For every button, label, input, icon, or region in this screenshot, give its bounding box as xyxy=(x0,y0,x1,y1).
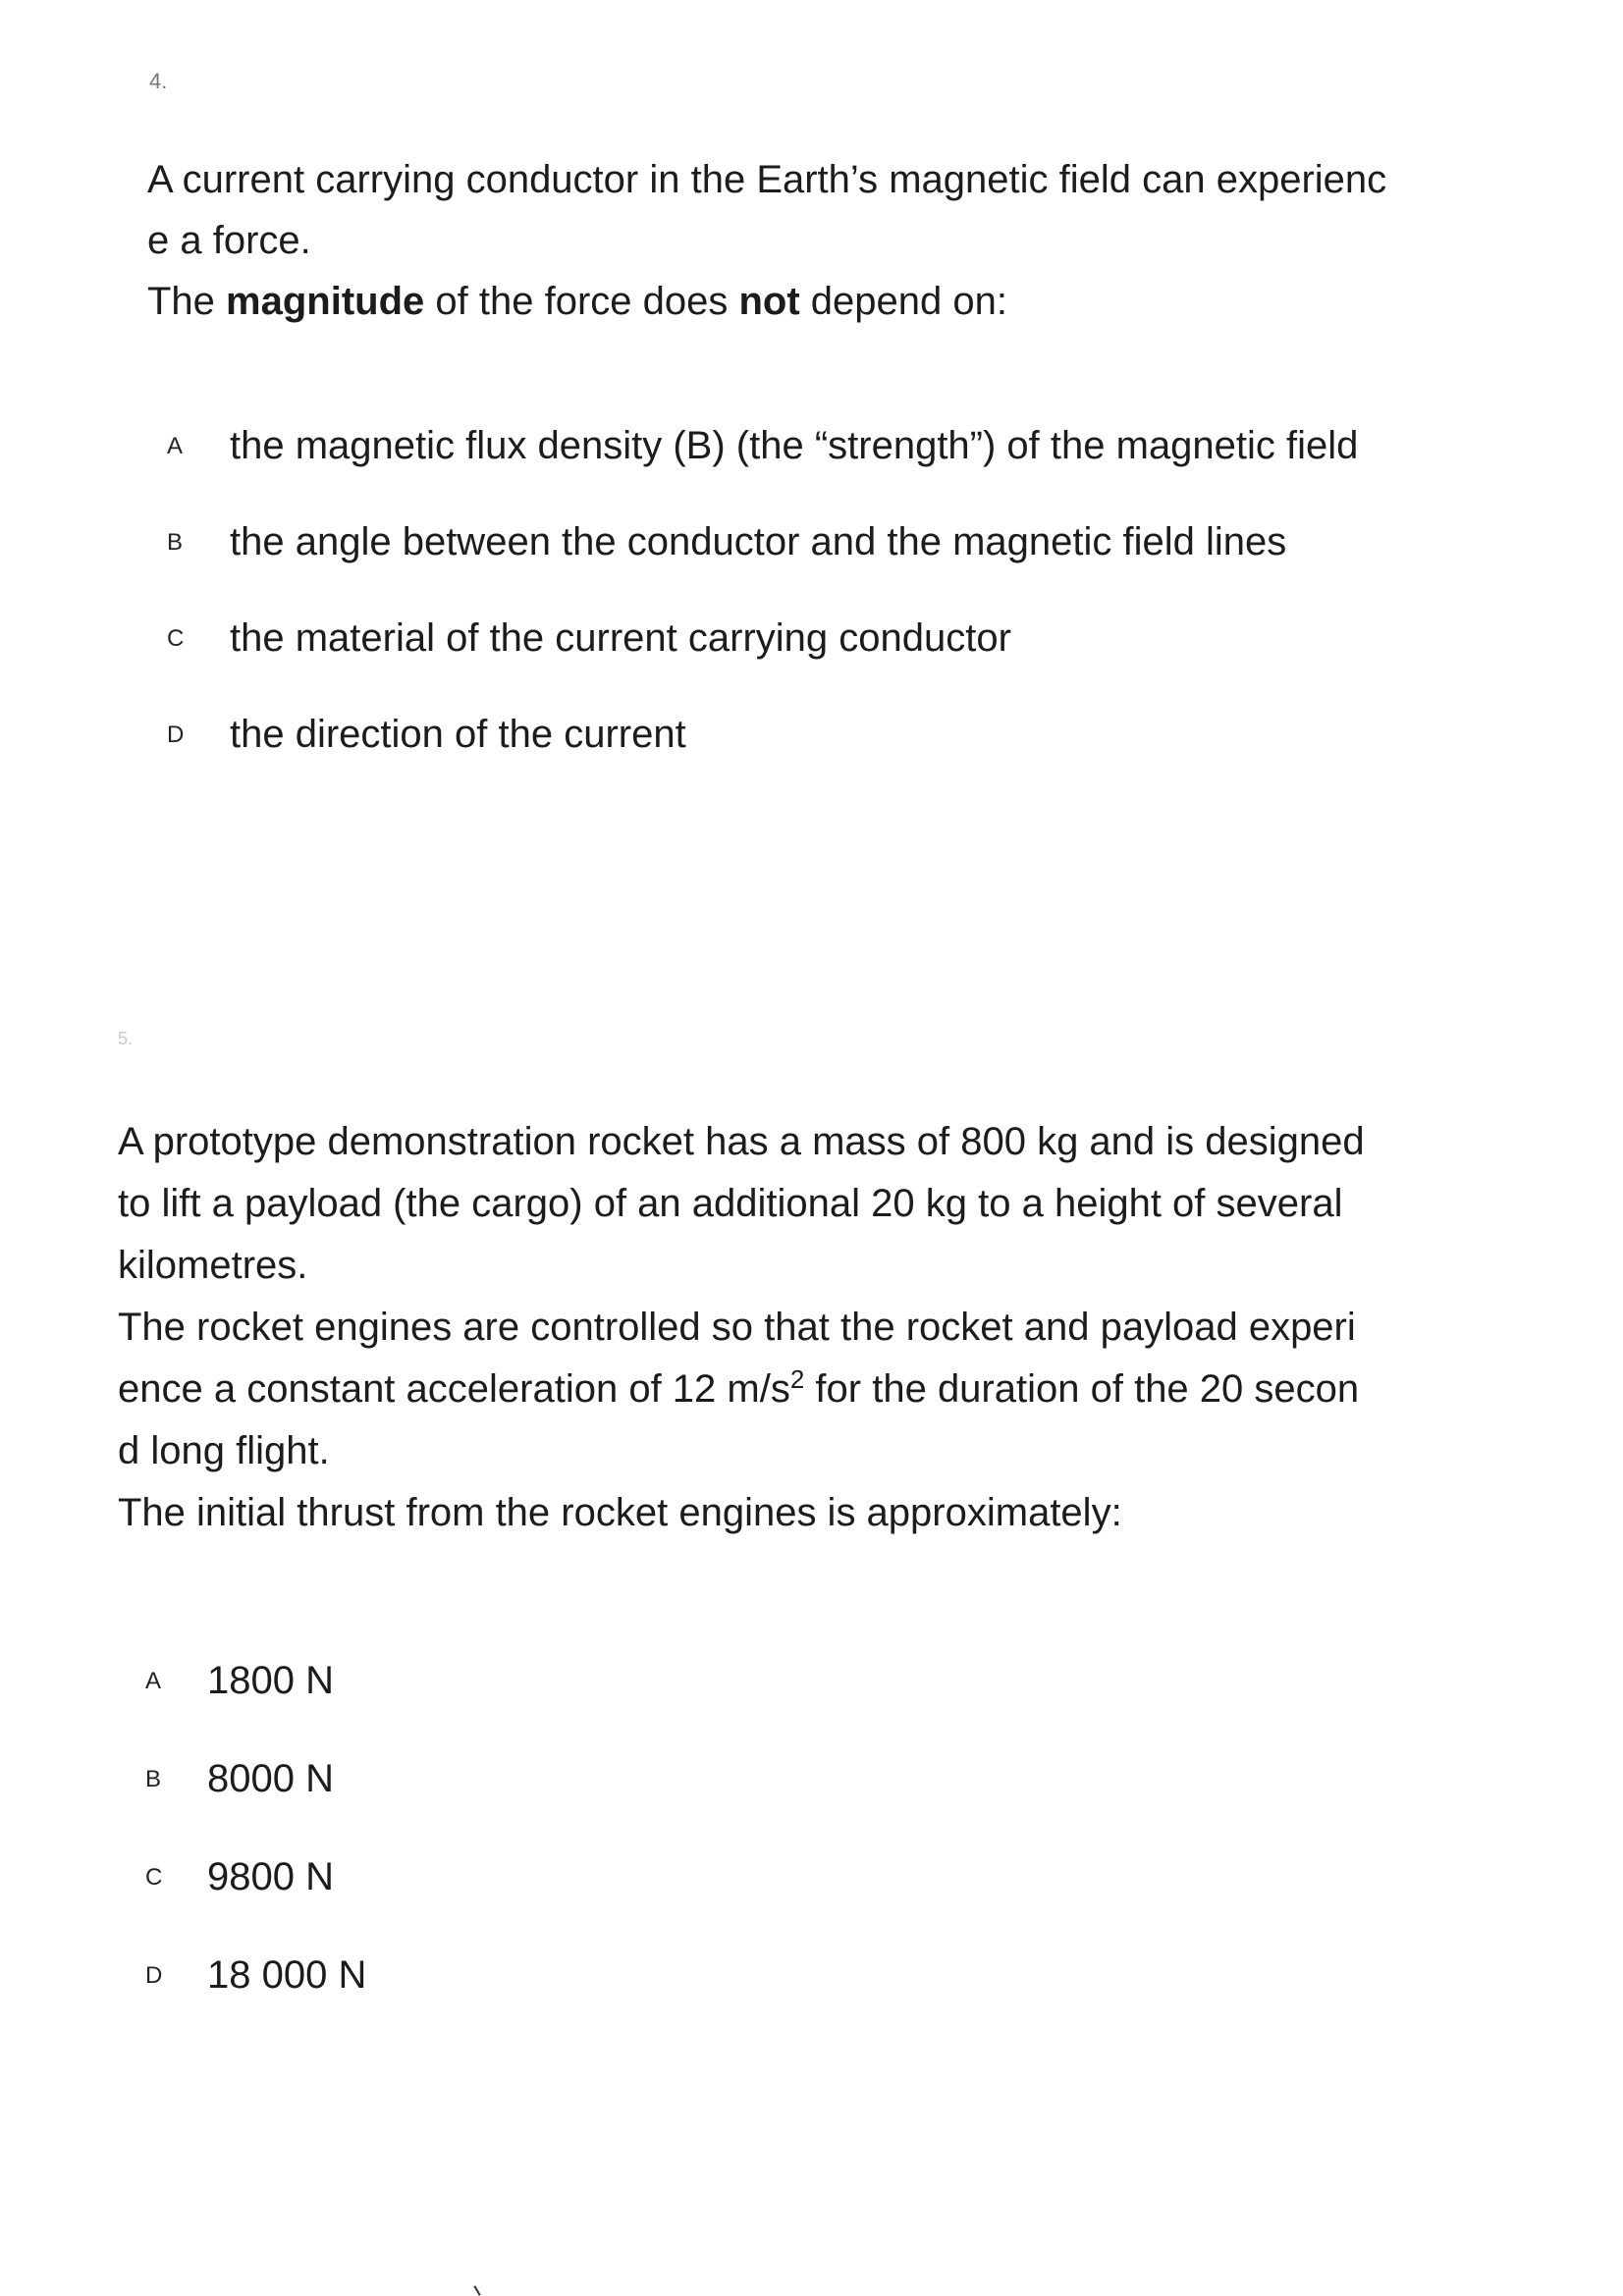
stem-line: The initial thrust from the rocket engines is approximately: xyxy=(118,1491,1122,1534)
stem-line: kilometres. xyxy=(118,1244,308,1287)
question-stem xyxy=(147,149,1386,332)
stem-line xyxy=(147,271,1386,332)
option-text: the angle between the conductor and the magnetic field lines xyxy=(230,520,1287,563)
question-number: 4. xyxy=(149,69,168,93)
option-text: the direction of the current xyxy=(230,713,686,756)
option-letter: A xyxy=(145,1667,162,1694)
option-text: 18 000 N xyxy=(207,1953,367,1997)
answer-option[interactable] xyxy=(145,1659,366,1757)
stem-text: The xyxy=(147,280,227,323)
answer-option[interactable] xyxy=(145,1855,366,1953)
stem-line: to lift a payload (the cargo) of an additional 20 kg to a height of several xyxy=(118,1182,1343,1225)
answer-option[interactable] xyxy=(167,520,1358,616)
answer-option[interactable] xyxy=(167,713,1358,809)
option-letter: C xyxy=(167,624,185,652)
option-letter: C xyxy=(145,1863,163,1891)
stem-line: The rocket engines are controlled so that the rocket and payload experi xyxy=(118,1306,1356,1349)
answer-option[interactable] xyxy=(145,1757,366,1855)
option-text: the magnetic flux density (B) (the “strength”) of the magnetic field xyxy=(230,424,1359,467)
stem-text: of the force does xyxy=(424,280,739,323)
stem-line: A prototype demonstration rocket has a mass of 800 kg and is designed xyxy=(118,1120,1365,1163)
option-letter: B xyxy=(145,1765,162,1792)
emphasis-magnitude: magnitude xyxy=(226,280,425,323)
answer-option[interactable] xyxy=(167,424,1358,520)
option-letter: A xyxy=(167,432,184,459)
question-number: 5. xyxy=(118,1029,134,1048)
option-letter: D xyxy=(167,721,185,748)
emphasis-not: not xyxy=(738,280,800,323)
option-text: 9800 N xyxy=(207,1855,334,1898)
answer-options xyxy=(167,424,1358,809)
stem-line xyxy=(118,1359,1365,1420)
option-text: the material of the current carrying conductor xyxy=(230,616,1011,660)
stem-text: for the duration of the 20 secon xyxy=(804,1367,1360,1411)
stray-pen-mark xyxy=(473,2285,480,2296)
exponent: 2 xyxy=(789,1364,805,1394)
option-text: 1800 N xyxy=(207,1659,334,1702)
stem-text: ence a constant acceleration of 12 m/s xyxy=(118,1367,790,1411)
stem-line: d long flight. xyxy=(118,1429,330,1472)
stem-text: depend on: xyxy=(799,280,1007,323)
option-text: 8000 N xyxy=(207,1757,334,1800)
option-letter: B xyxy=(167,528,184,556)
answer-options xyxy=(145,1659,366,2052)
question-stem xyxy=(118,1111,1365,1544)
answer-option[interactable] xyxy=(167,616,1358,713)
stem-line: e a force. xyxy=(147,219,311,262)
stem-line: A current carrying conductor in the Earth’s magnetic field can experienc xyxy=(147,158,1387,201)
answer-option[interactable] xyxy=(145,1953,366,2052)
option-letter: D xyxy=(145,1961,163,1989)
